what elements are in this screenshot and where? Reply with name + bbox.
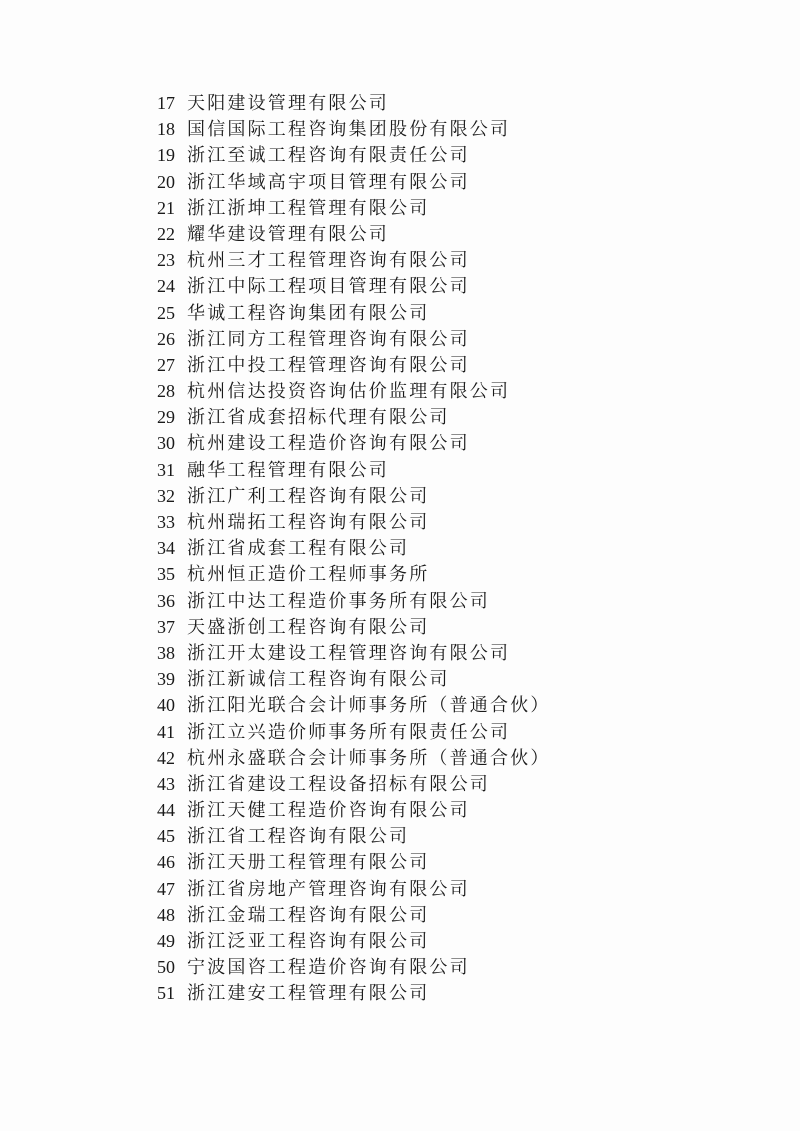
list-item [157, 980, 551, 1006]
item-number: 40 [157, 695, 175, 716]
item-number: 35 [157, 564, 175, 585]
item-number: 28 [157, 381, 175, 402]
item-number: 41 [157, 721, 175, 742]
list-item [157, 588, 551, 614]
list-item [157, 378, 551, 404]
list-item [157, 666, 551, 692]
list-item [157, 823, 551, 849]
item-number: 49 [157, 931, 175, 951]
item-number: 24 [157, 276, 175, 297]
company-name: 浙江广利工程咨询有限公司 [187, 485, 430, 507]
list-item [157, 457, 551, 483]
item-number: 32 [157, 485, 175, 506]
company-name: 浙江建安工程管理有限公司 [187, 983, 430, 1005]
company-name: 浙江省工程咨询有限公司 [187, 826, 410, 848]
list-item [157, 902, 551, 928]
list-item [157, 142, 551, 168]
company-name: 浙江天健工程造价咨询有限公司 [187, 800, 470, 822]
item-number: 42 [157, 747, 175, 768]
company-name: 浙江开太建设工程管理咨询有限公司 [187, 642, 511, 664]
item-number: 31 [157, 459, 175, 480]
item-number: 19 [157, 145, 175, 166]
list-item [157, 745, 551, 771]
list-item [157, 928, 551, 954]
list-item [157, 352, 551, 378]
list-item [157, 116, 551, 142]
company-name: 浙江泛亚工程咨询有限公司 [187, 931, 430, 952]
company-name: 浙江省成套工程有限公司 [187, 538, 410, 560]
list-item [157, 509, 551, 535]
company-name: 浙江至诚工程咨询有限责任公司 [187, 145, 470, 167]
item-number: 36 [157, 590, 175, 611]
item-number: 45 [157, 826, 175, 847]
list-item [157, 692, 551, 718]
company-name: 杭州瑞拓工程咨询有限公司 [187, 512, 430, 533]
list-item [157, 561, 551, 587]
company-name: 浙江金瑞工程咨询有限公司 [187, 904, 430, 926]
company-name: 浙江天册工程管理有限公司 [187, 852, 430, 874]
list-item [157, 300, 551, 326]
list-item [157, 247, 551, 273]
list-item [157, 535, 551, 561]
company-name: 浙江华域高宇项目管理有限公司 [187, 171, 470, 193]
company-name: 融华工程管理有限公司 [187, 459, 389, 481]
company-name: 浙江新诚信工程咨询有限公司 [187, 669, 450, 691]
company-name: 浙江阳光联合会计师事务所（普通合伙） [187, 695, 551, 717]
list-item [157, 640, 551, 666]
item-number: 38 [157, 642, 175, 663]
list-item [157, 273, 551, 299]
item-number: 50 [157, 957, 175, 978]
item-number: 30 [157, 433, 175, 454]
company-list [157, 90, 551, 1007]
item-number: 51 [157, 983, 175, 1004]
item-number: 48 [157, 904, 175, 925]
company-name: 杭州三才工程管理咨询有限公司 [187, 250, 470, 272]
item-number: 47 [157, 878, 175, 899]
list-item [157, 404, 551, 430]
item-number: 39 [157, 669, 175, 690]
item-number: 23 [157, 250, 175, 271]
item-number: 26 [157, 328, 175, 349]
company-name: 浙江同方工程管理咨询有限公司 [187, 328, 470, 350]
list-item [157, 169, 551, 195]
list-item [157, 483, 551, 509]
company-name: 耀华建设管理有限公司 [187, 223, 389, 245]
company-name: 杭州恒正造价工程师事务所 [187, 564, 430, 586]
company-name: 浙江省建设工程设备招标有限公司 [187, 773, 490, 795]
item-number: 25 [157, 302, 175, 323]
company-name: 华诚工程咨询集团有限公司 [187, 302, 430, 324]
item-number: 34 [157, 538, 175, 559]
list-item [157, 876, 551, 902]
item-number: 44 [157, 800, 175, 821]
company-name: 杭州建设工程造价咨询有限公司 [187, 433, 470, 455]
item-number: 29 [157, 407, 175, 428]
company-name: 浙江中际工程项目管理有限公司 [187, 276, 470, 298]
list-item [157, 90, 551, 116]
list-item [157, 719, 551, 745]
list-item [157, 195, 551, 221]
company-name: 浙江浙坤工程管理有限公司 [187, 197, 430, 219]
list-item [157, 771, 551, 797]
company-name: 天阳建设管理有限公司 [187, 93, 389, 114]
list-item [157, 849, 551, 875]
list-item [157, 614, 551, 640]
company-name: 国信国际工程咨询集团股份有限公司 [187, 119, 511, 141]
item-number: 21 [157, 197, 175, 218]
item-number: 22 [157, 223, 175, 244]
company-name: 浙江中达工程造价事务所有限公司 [187, 590, 490, 612]
company-name: 杭州永盛联合会计师事务所（普通合伙） [187, 747, 551, 769]
company-name: 天盛浙创工程咨询有限公司 [187, 616, 430, 638]
company-name: 宁波国咨工程造价咨询有限公司 [187, 957, 470, 979]
list-item [157, 430, 551, 456]
company-name: 浙江中投工程管理咨询有限公司 [187, 354, 470, 376]
company-name: 杭州信达投资咨询估价监理有限公司 [187, 381, 511, 403]
item-number: 37 [157, 616, 175, 637]
list-item [157, 326, 551, 352]
item-number: 27 [157, 354, 175, 375]
company-name: 浙江省房地产管理咨询有限公司 [187, 878, 470, 900]
list-item [157, 221, 551, 247]
item-number: 18 [157, 119, 175, 140]
item-number: 20 [157, 171, 175, 192]
item-number: 46 [157, 852, 175, 873]
company-name: 浙江立兴造价师事务所有限责任公司 [187, 721, 511, 743]
item-number: 17 [157, 93, 175, 113]
item-number: 43 [157, 773, 175, 794]
item-number: 33 [157, 512, 175, 532]
company-name: 浙江省成套招标代理有限公司 [187, 407, 450, 429]
list-item [157, 954, 551, 980]
list-item [157, 797, 551, 823]
